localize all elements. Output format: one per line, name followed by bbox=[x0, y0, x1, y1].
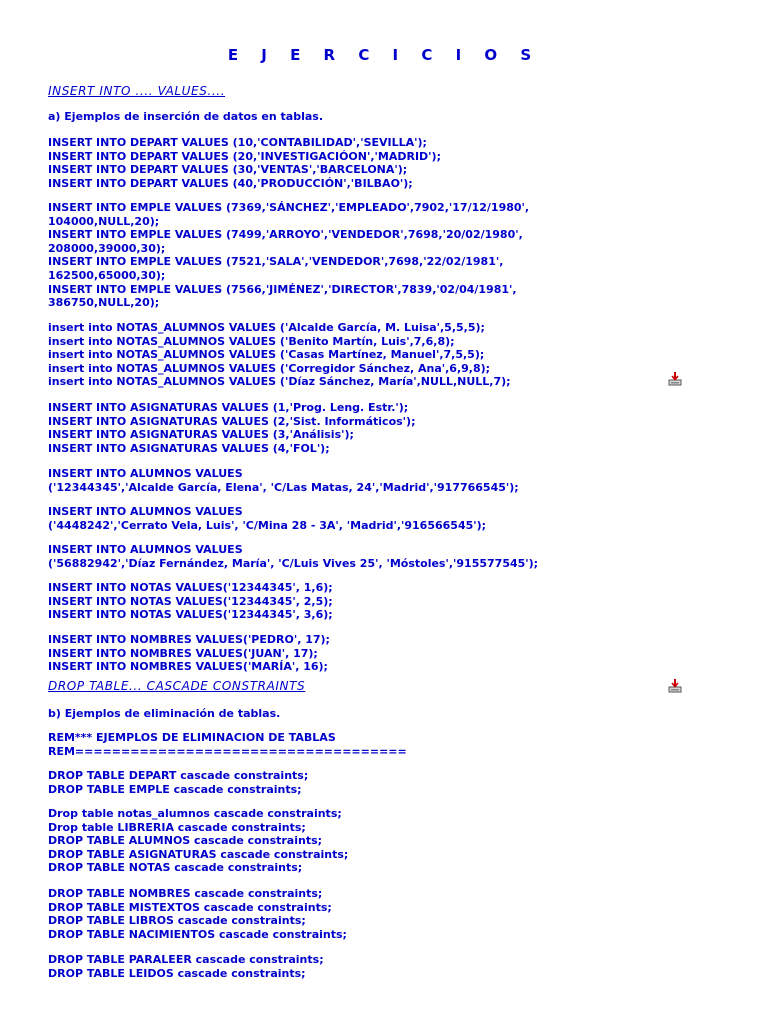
sql-line: REM*** EJEMPLOS DE ELIMINACION DE TABLAS bbox=[48, 731, 336, 744]
sql-line: INSERT INTO NOTAS VALUES('12344345', 3,6); bbox=[48, 608, 333, 622]
sql-block-drop-1 bbox=[48, 769, 308, 796]
sql-line: INSERT INTO DEPART VALUES (20,'INVESTIGACIÓON','MADRID'); bbox=[48, 149, 441, 163]
sql-line: DROP TABLE NACIMIENTOS cascade constraints; bbox=[48, 927, 347, 941]
sql-line: INSERT INTO NOTAS VALUES('12344345', 1,6); bbox=[48, 581, 333, 594]
download-icon[interactable] bbox=[667, 678, 683, 694]
section-a-heading[interactable]: INSERT INTO .... VALUES.... bbox=[48, 84, 226, 98]
sql-line: 162500,65000,30); bbox=[48, 268, 166, 282]
sql-line: insert into NOTAS_ALUMNOS VALUES ('Díaz Sánchez, María',NULL,NULL,7); bbox=[48, 375, 511, 389]
sql-line: INSERT INTO EMPLE VALUES (7369,'SÁNCHEZ','EMPLEADO',7902,'17/12/1980', bbox=[48, 201, 530, 214]
sql-line: DROP TABLE MISTEXTOS cascade constraints; bbox=[48, 900, 332, 914]
sql-line: INSERT INTO DEPART VALUES (10,'CONTABILIDAD','SEVILLA'); bbox=[48, 136, 427, 149]
sql-line: ('56882942','Díaz Fernández, María', 'C/Luis Vives 25', 'Móstoles','915577545'); bbox=[48, 556, 539, 570]
sql-line: INSERT INTO ALUMNOS VALUES bbox=[48, 467, 243, 480]
sql-line: DROP TABLE DEPART cascade constraints; bbox=[48, 769, 309, 782]
sql-line: INSERT INTO EMPLE VALUES (7566,'JIMÉNEZ','DIRECTOR',7839,'02/04/1981', bbox=[48, 282, 517, 296]
section-a-intro: a) Ejemplos de inserción de datos en tablas. bbox=[48, 110, 324, 123]
sql-line: DROP TABLE NOTAS cascade constraints; bbox=[48, 861, 303, 875]
sql-line: INSERT INTO DEPART VALUES (40,'PRODUCCIÓN','BILBAO'); bbox=[48, 176, 413, 190]
sql-line: INSERT INTO ASIGNATURAS VALUES (4,'FOL'); bbox=[48, 441, 330, 455]
sql-block-alumnos-1 bbox=[48, 467, 519, 494]
sql-block-drop-2 bbox=[48, 807, 348, 875]
sql-block-drop-4 bbox=[48, 953, 324, 980]
sql-line: insert into NOTAS_ALUMNOS VALUES ('Benito Martín, Luis',7,6,8); bbox=[48, 334, 455, 348]
sql-line: INSERT INTO ALUMNOS VALUES bbox=[48, 543, 243, 556]
sql-line: Drop table LIBRERIA cascade constraints; bbox=[48, 820, 306, 834]
sql-line: DROP TABLE LEIDOS cascade constraints; bbox=[48, 966, 306, 980]
sql-line: Drop table notas_alumnos cascade constraints; bbox=[48, 807, 342, 820]
sql-line: DROP TABLE LIBROS cascade constraints; bbox=[48, 914, 306, 928]
sql-block-alumnos-3 bbox=[48, 543, 538, 570]
sql-line: ('4448242','Cerrato Vela, Luis', 'C/Mina 28 - 3A', 'Madrid','916566545'); bbox=[48, 518, 487, 532]
sql-line: insert into NOTAS_ALUMNOS VALUES ('Corregidor Sánchez, Ana',6,9,8); bbox=[48, 361, 491, 375]
sql-line: INSERT INTO NOMBRES VALUES('MARÍA', 16); bbox=[48, 660, 328, 674]
sql-line: INSERT INTO ASIGNATURAS VALUES (2,'Sist. Informáticos'); bbox=[48, 414, 416, 428]
sql-line: DROP TABLE NOMBRES cascade constraints; bbox=[48, 887, 323, 900]
sql-block-asignaturas bbox=[48, 401, 415, 455]
sql-line: INSERT INTO ASIGNATURAS VALUES (1,'Prog. Leng. Estr.'); bbox=[48, 401, 409, 414]
sql-line: DROP TABLE ALUMNOS cascade constraints; bbox=[48, 834, 323, 848]
sql-line: DROP TABLE PARALEER cascade constraints; bbox=[48, 953, 324, 966]
sql-line: INSERT INTO NOMBRES VALUES('PEDRO', 17); bbox=[48, 633, 330, 646]
sql-block-alumnos-2 bbox=[48, 505, 486, 532]
sql-line: INSERT INTO ASIGNATURAS VALUES (3,'Análisis'); bbox=[48, 428, 354, 442]
sql-block-emple bbox=[48, 201, 529, 310]
sql-line: DROP TABLE ASIGNATURAS cascade constraints; bbox=[48, 847, 349, 861]
sql-line: INSERT INTO NOMBRES VALUES('JUAN', 17); bbox=[48, 646, 318, 660]
sql-line: INSERT INTO DEPART VALUES (30,'VENTAS','BARCELONA'); bbox=[48, 163, 408, 177]
sql-line: INSERT INTO ALUMNOS VALUES bbox=[48, 505, 243, 518]
sql-block-notas-alumnos bbox=[48, 321, 511, 389]
sql-block-nombres bbox=[48, 633, 330, 674]
sql-line: INSERT INTO EMPLE VALUES (7499,'ARROYO','VENDEDOR',7698,'20/02/1980', bbox=[48, 228, 523, 242]
sql-block-notas bbox=[48, 581, 333, 622]
download-icon[interactable] bbox=[667, 371, 683, 387]
sql-block-depart bbox=[48, 136, 441, 190]
sql-line: DROP TABLE EMPLE cascade constraints; bbox=[48, 782, 302, 796]
section-b-heading[interactable]: DROP TABLE... CASCADE CONSTRAINTS bbox=[48, 679, 306, 693]
sql-line: insert into NOTAS_ALUMNOS VALUES ('Alcalde García, M. Luisa',5,5,5); bbox=[48, 321, 485, 334]
sql-line: ('12344345','Alcalde García, Elena', 'C/Las Matas, 24','Madrid','917766545'); bbox=[48, 480, 519, 494]
sql-line: INSERT INTO EMPLE VALUES (7521,'SALA','VENDEDOR',7698,'22/02/1981', bbox=[48, 255, 504, 269]
sql-line: REM==================================== bbox=[48, 744, 407, 758]
sql-line: 208000,39000,30); bbox=[48, 241, 166, 255]
sql-line: 386750,NULL,20); bbox=[48, 296, 160, 310]
sql-block-rem bbox=[48, 731, 407, 758]
sql-line: 104000,NULL,20); bbox=[48, 214, 160, 228]
sql-line: insert into NOTAS_ALUMNOS VALUES ('Casas Martínez, Manuel',7,5,5); bbox=[48, 348, 485, 362]
sql-block-drop-3 bbox=[48, 887, 347, 941]
section-b-intro: b) Ejemplos de eliminación de tablas. bbox=[48, 707, 281, 720]
sql-line: INSERT INTO NOTAS VALUES('12344345', 2,5); bbox=[48, 594, 333, 608]
page-title: E J E R C I C I O S bbox=[227, 46, 541, 64]
